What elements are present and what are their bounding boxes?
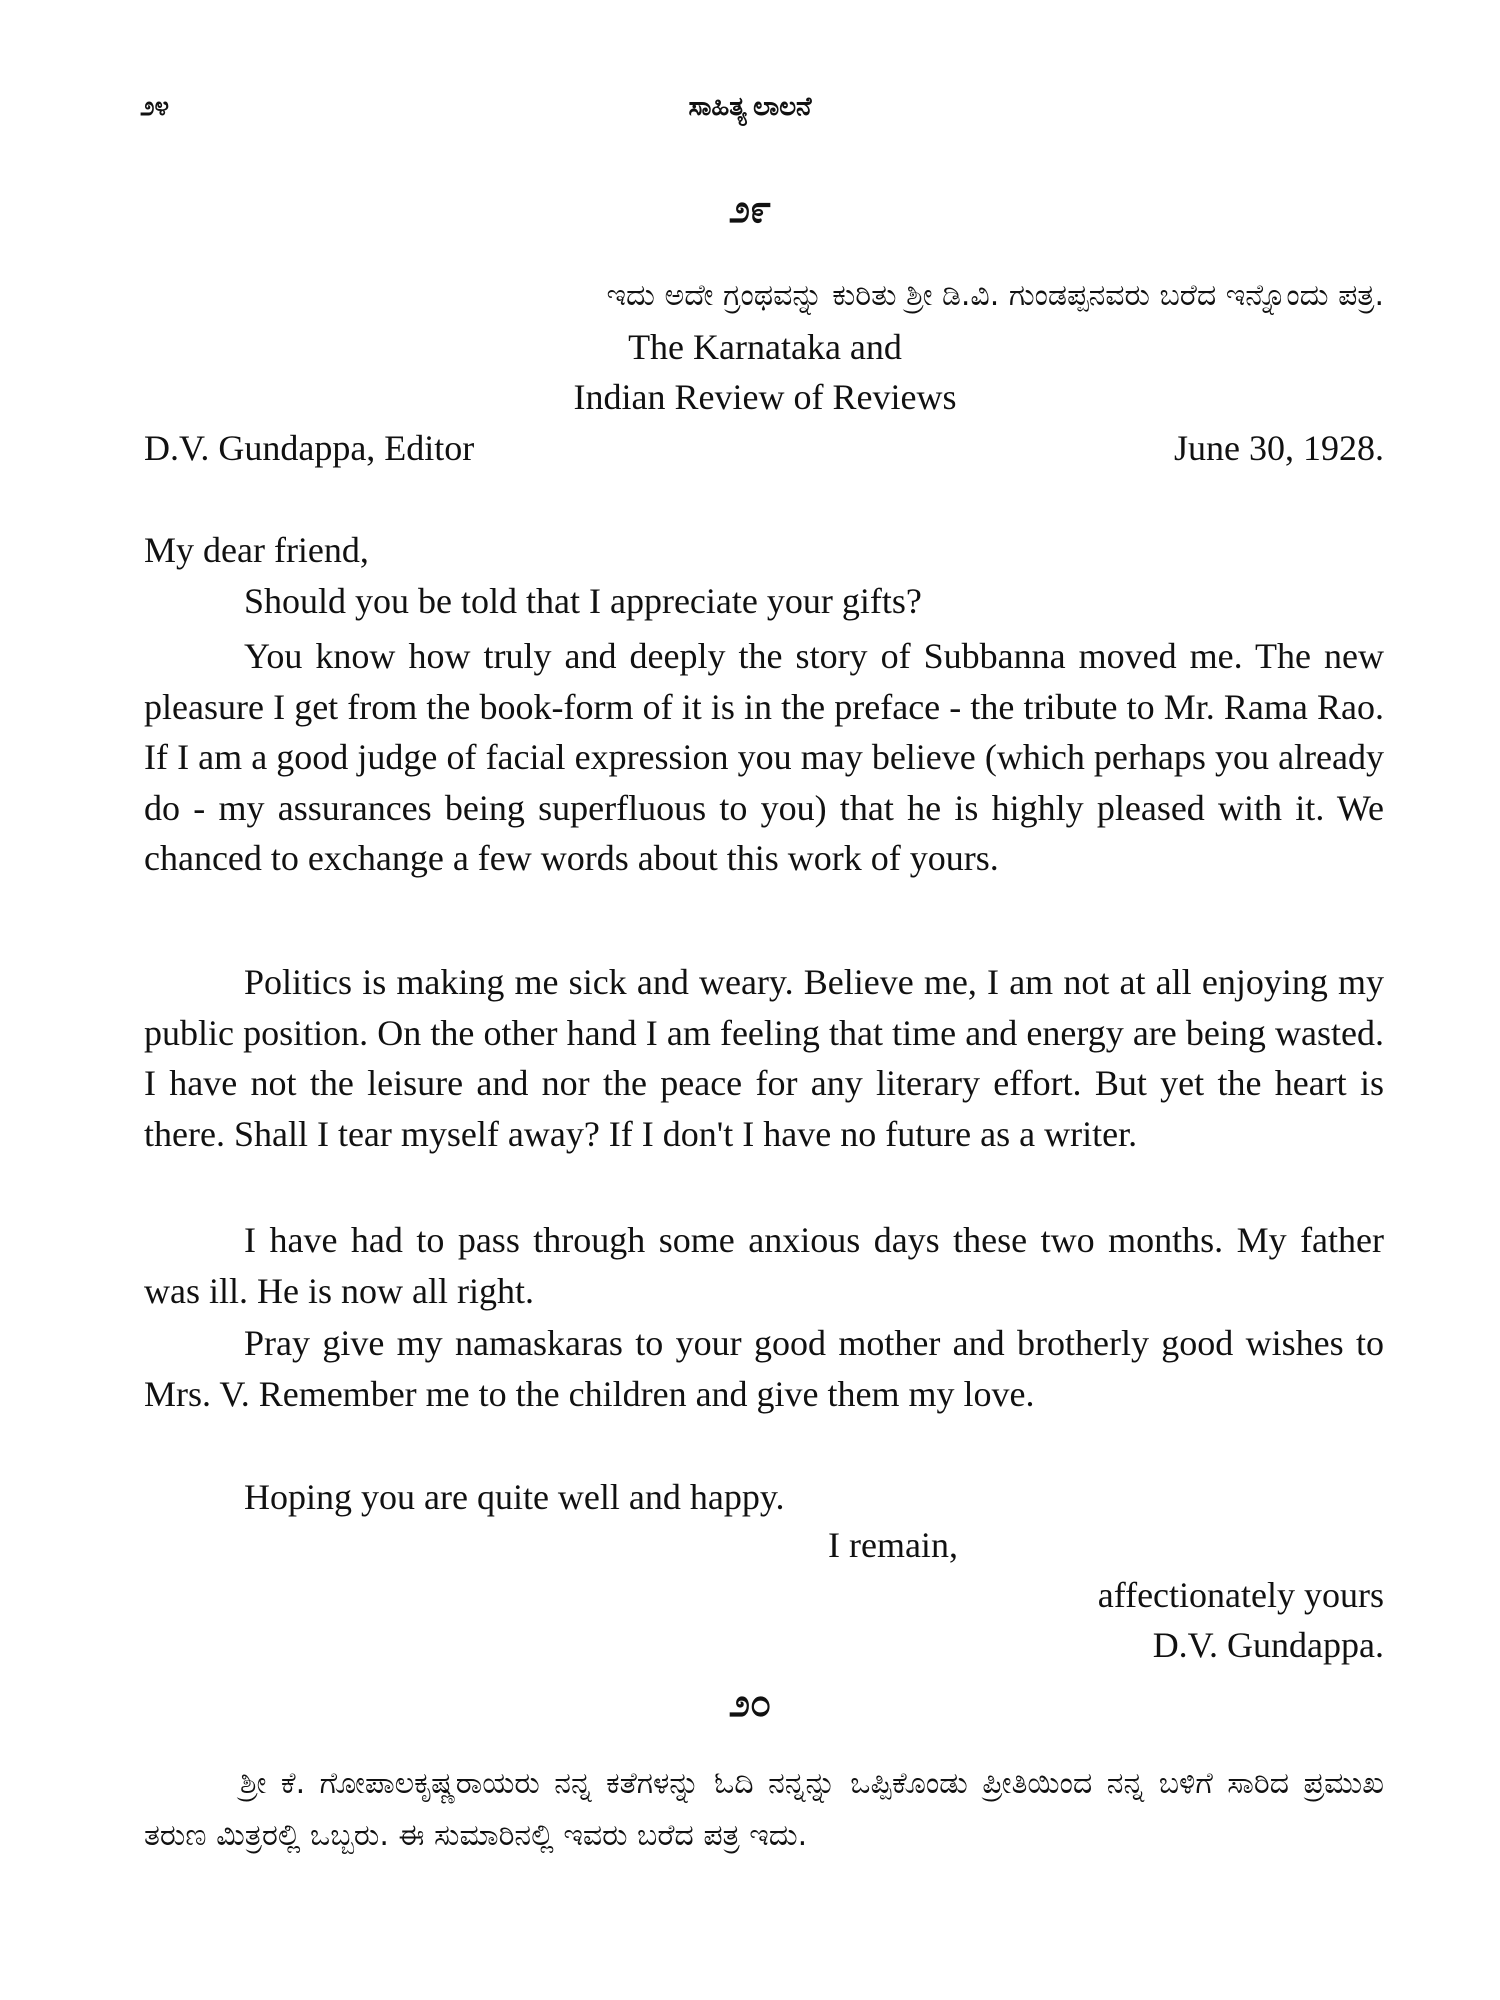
letter-date: June 30, 1928.: [1174, 428, 1384, 468]
letter-number-19: ೨೯: [728, 189, 772, 231]
closing-affectionately: affectionately yours: [1097, 1575, 1384, 1615]
paragraph-3: Politics is making me sick and weary. Believe me, I am not at all enjoying my public position. On the other hand I am feeling that time and energy are being wasted. I have not the leisure and nor the peace for any literary effort. But yet the heart is there. Shall I tear myself away? If I don't I have no future as a writer.: [144, 962, 1384, 1154]
salutation: My dear friend,: [144, 530, 369, 570]
closing-remain: I remain,: [828, 1525, 958, 1565]
signature: D.V. Gundappa.: [1152, 1625, 1384, 1665]
sender: D.V. Gundappa, Editor: [144, 428, 475, 468]
letter-20-intro: ಶ್ರೀ ಕೆ. ಗೋಪಾಲಕೃಷ್ಣರಾಯರು ನನ್ನ ಕತೆಗಳನ್ನು ಓದಿ ನನ್ನನ್ನು ಒಪ್ಪಿಕೊಂಡು ಪ್ರೀತಿಯಿಂದ ನನ್ನ ಬಳಿಗೆ ಸಾರಿದ ಪ್ರಮುಖ ತರುಣ ಮಿತ್ರರಲ್ಲಿ ಒಬ್ಬರು. ಈ ಸುಮಾರಿನಲ್ಲಿ ಇವರು ಬರೆದ ಪತ್ರ ಇದು.: [144, 1766, 1384, 1853]
paragraph-5: Pray give my namaskaras to your good mother and brotherly good wishes to Mrs. V. Remember me to the children and give them my love.: [144, 1323, 1384, 1414]
sender-date-row: [144, 423, 1384, 473]
book-title: ಸಾಹಿತ್ಯ ಲಾಲನೆ: [688, 92, 812, 121]
paragraph-1: Should you be told that I appreciate your gifts?: [244, 581, 922, 621]
paragraph-4: I have had to pass through some anxious days these two months. My father was ill. He is now all right.: [144, 1220, 1384, 1311]
letterhead-line-1: The Karnataka and: [628, 327, 902, 367]
letter-19-intro: ಇದು ಅದೇ ಗ್ರಂಥವನ್ನು ಕುರಿತು ಶ್ರೀ ಡಿ.ವಿ. ಗುಂಡಪ್ಪನವರು ಬರೆದ ಇನ್ನೊಂದು ಪತ್ರ.: [606, 278, 1384, 313]
letter-number-20: ೨೦: [728, 1683, 772, 1725]
letterhead-line-2: Indian Review of Reviews: [573, 377, 957, 417]
page-number: ೨೪: [140, 92, 170, 121]
paragraph-6: Hoping you are quite well and happy.: [244, 1477, 785, 1517]
paragraph-2: You know how truly and deeply the story of Subbanna moved me. The new pleasure I get from the book-form of it is in the preface - the tribute to Mr. Rama Rao. If I am a good judge of facial expression you may believe (which perhaps you already do - my assurances being superfluous to you) that he is highly pleased with it. We chanced to exchange a few words about this work of yours.: [144, 636, 1384, 879]
